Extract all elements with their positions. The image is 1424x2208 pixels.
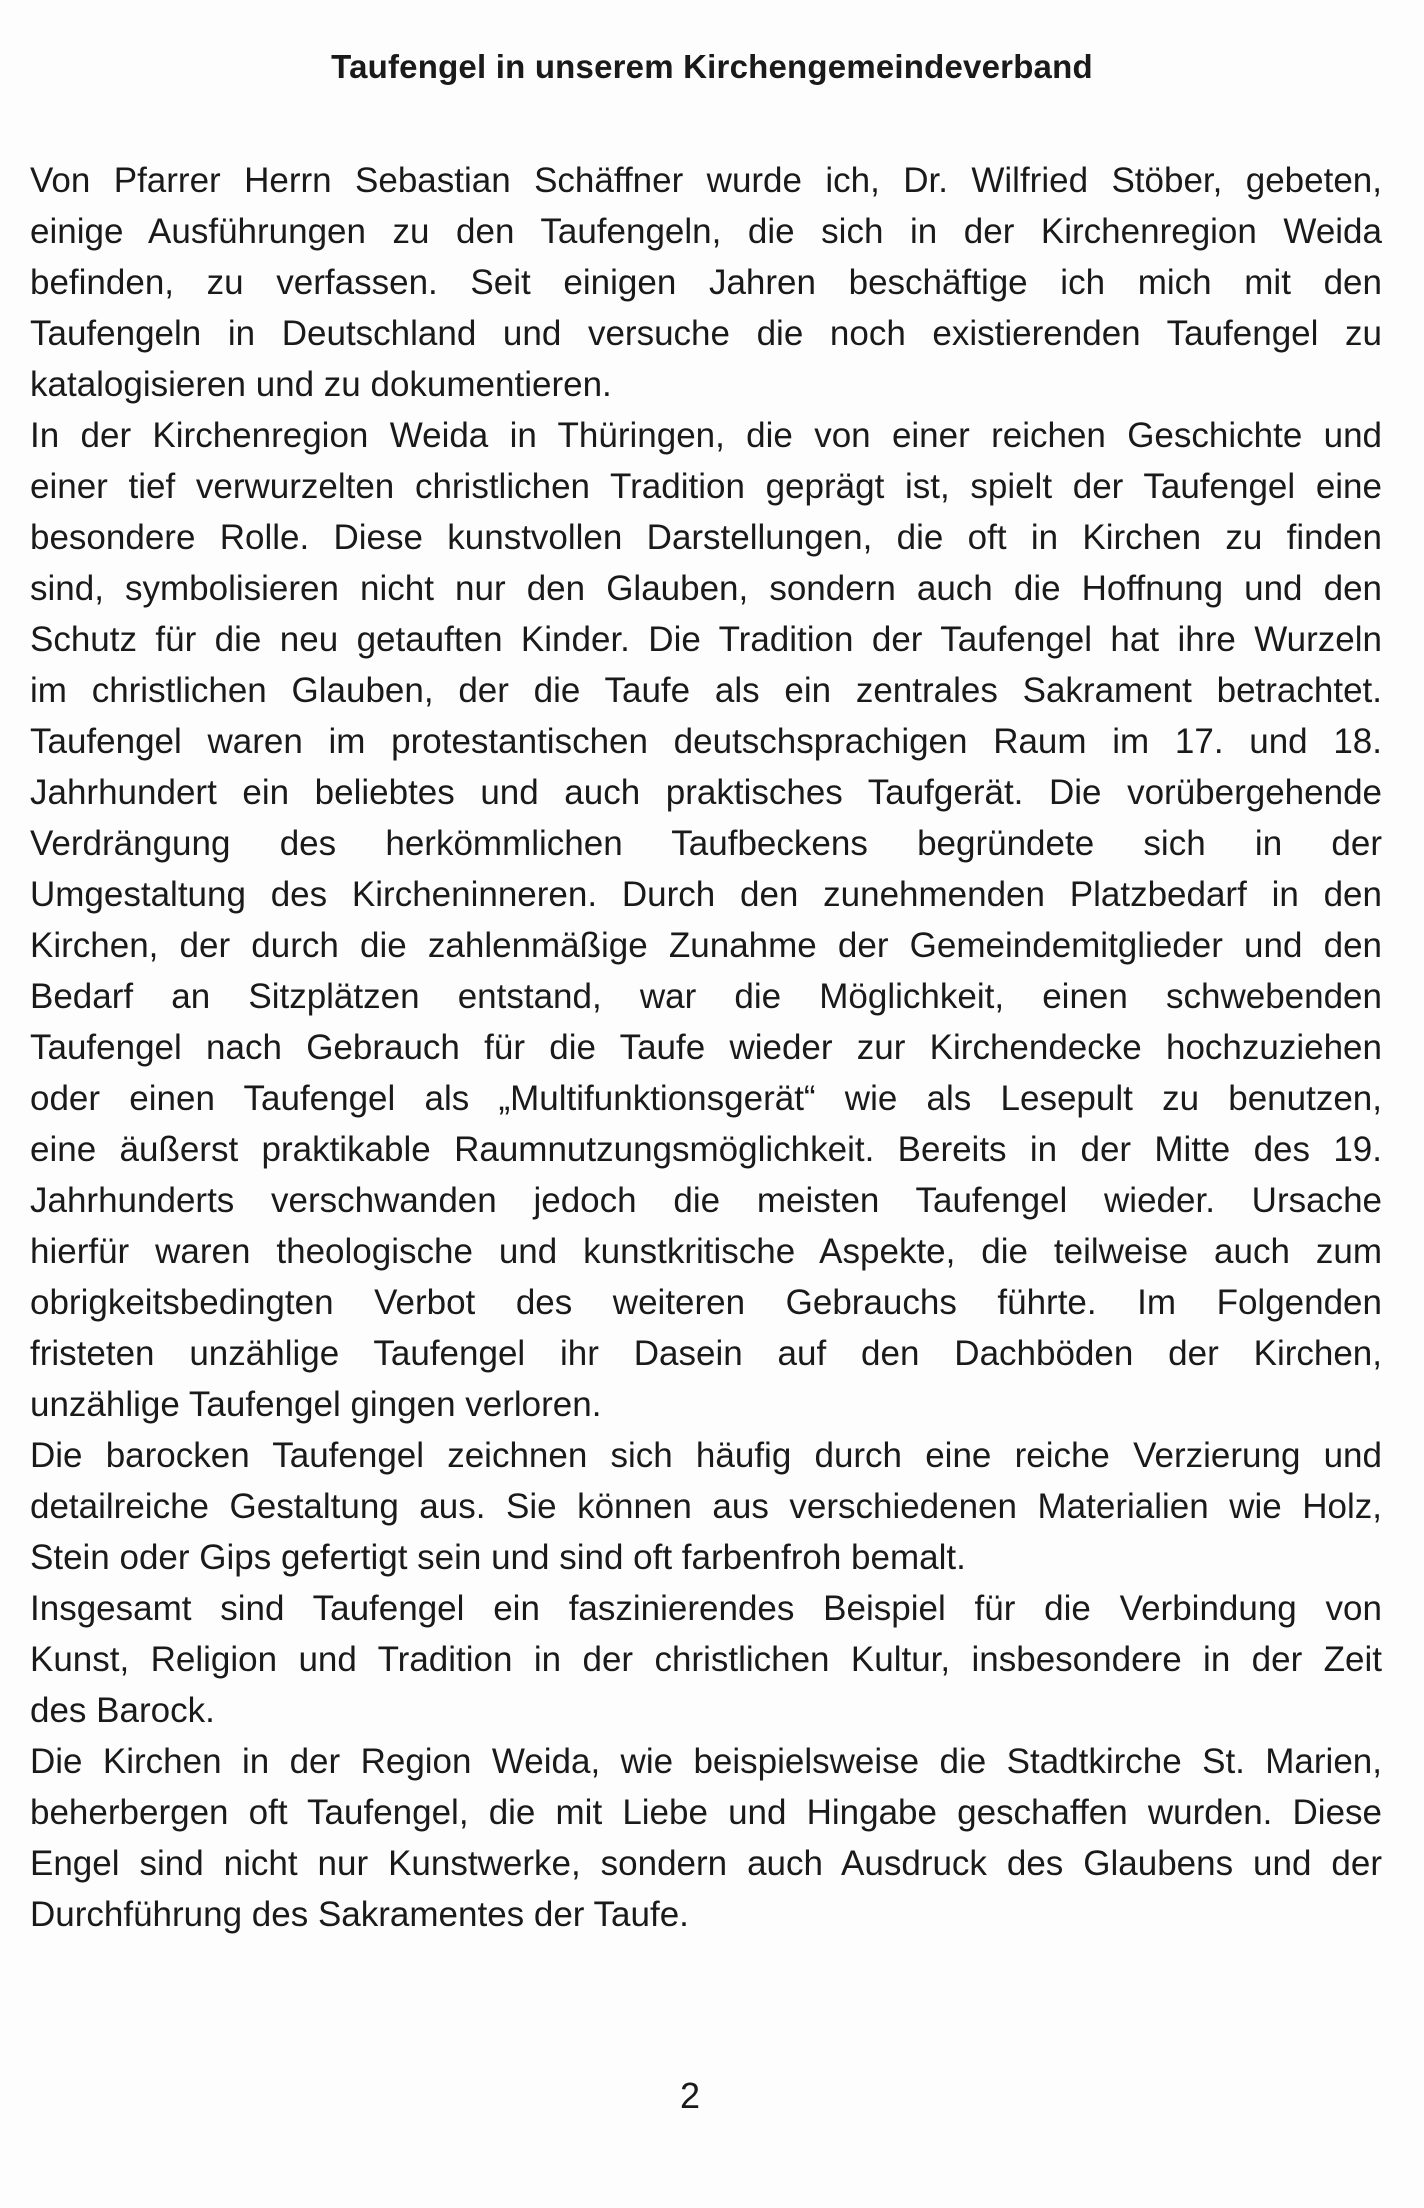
- text-line: besondere Rolle. Diese kunstvollen Darstellungen, die oft in Kirchen zu finden: [30, 518, 1382, 557]
- text-line: Von Pfarrer Herrn Sebastian Schäffner wurde ich, Dr. Wilfried Stöber, gebeten,: [30, 161, 1382, 200]
- text-line: Umgestaltung des Kircheninneren. Durch den zunehmenden Platzbedarf in den: [30, 875, 1382, 914]
- text-line: In der Kirchenregion Weida in Thüringen, die von einer reichen Geschichte und: [30, 416, 1382, 455]
- text-line: Die barocken Taufengel zeichnen sich häufig durch eine reiche Verzierung und: [30, 1436, 1382, 1475]
- text-line: Taufengel nach Gebrauch für die Taufe wieder zur Kirchendecke hochzuziehen: [30, 1028, 1382, 1067]
- text-line: Taufengeln in Deutschland und versuche die noch existierenden Taufengel zu: [30, 314, 1382, 353]
- text-line: Bedarf an Sitzplätzen entstand, war die Möglichkeit, einen schwebenden: [30, 977, 1382, 1016]
- text-line: Engel sind nicht nur Kunstwerke, sondern auch Ausdruck des Glaubens und der: [30, 1844, 1382, 1883]
- text-line: detailreiche Gestaltung aus. Sie können aus verschiedenen Materialien wie Holz,: [30, 1487, 1382, 1526]
- text-line: oder einen Taufengel als „Multifunktionsgerät“ wie als Lesepult zu benutzen,: [30, 1079, 1382, 1118]
- text-line: Stein oder Gips gefertigt sein und sind oft farbenfroh bemalt.: [30, 1538, 966, 1577]
- page-number: 2: [679, 2075, 701, 2116]
- text-line: Jahrhundert ein beliebtes und auch praktisches Taufgerät. Die vorübergehende: [30, 773, 1382, 812]
- text-line: befinden, zu verfassen. Seit einigen Jahren beschäftige ich mich mit den: [30, 263, 1382, 302]
- text-line: katalogisieren und zu dokumentieren.: [30, 365, 612, 404]
- text-line: Taufengel waren im protestantischen deutschsprachigen Raum im 17. und 18.: [30, 722, 1382, 761]
- document-body: [30, 155, 1382, 1940]
- text-line: Kunst, Religion und Tradition in der christlichen Kultur, insbesondere in der Zeit: [30, 1640, 1382, 1679]
- text-line: Kirchen, der durch die zahlenmäßige Zunahme der Gemeindemitglieder und den: [30, 926, 1382, 965]
- text-line: im christlichen Glauben, der die Taufe als ein zentrales Sakrament betrachtet.: [30, 671, 1382, 710]
- text-line: Schutz für die neu getauften Kinder. Die Tradition der Taufengel hat ihre Wurzeln: [30, 620, 1382, 659]
- text-line: hierfür waren theologische und kunstkritische Aspekte, die teilweise auch zum: [30, 1232, 1382, 1271]
- text-line: beherbergen oft Taufengel, die mit Liebe und Hingabe geschaffen wurden. Diese: [30, 1793, 1382, 1832]
- document-title: Taufengel in unserem Kirchengemeindeverband: [331, 48, 1093, 85]
- text-line: obrigkeitsbedingten Verbot des weiteren Gebrauchs führte. Im Folgenden: [30, 1283, 1382, 1322]
- text-line: Insgesamt sind Taufengel ein faszinierendes Beispiel für die Verbindung von: [30, 1589, 1382, 1628]
- text-line: fristeten unzählige Taufengel ihr Dasein auf den Dachböden der Kirchen,: [30, 1334, 1382, 1373]
- text-line: sind, symbolisieren nicht nur den Glauben, sondern auch die Hoffnung und den: [30, 569, 1382, 608]
- text-line: Durchführung des Sakramentes der Taufe.: [30, 1895, 689, 1934]
- text-line: einige Ausführungen zu den Taufengeln, die sich in der Kirchenregion Weida: [30, 212, 1382, 251]
- text-line: einer tief verwurzelten christlichen Tradition geprägt ist, spielt der Taufengel eine: [30, 467, 1382, 506]
- text-line: Die Kirchen in der Region Weida, wie beispielsweise die Stadtkirche St. Marien,: [30, 1742, 1382, 1781]
- text-line: Verdrängung des herkömmlichen Taufbeckens begründete sich in der: [30, 824, 1382, 863]
- text-line: eine äußerst praktikable Raumnutzungsmöglichkeit. Bereits in der Mitte des 19.: [30, 1130, 1382, 1169]
- text-line: Jahrhunderts verschwanden jedoch die meisten Taufengel wieder. Ursache: [30, 1181, 1382, 1220]
- text-line: des Barock.: [30, 1691, 215, 1730]
- text-line: unzählige Taufengel gingen verloren.: [30, 1385, 602, 1424]
